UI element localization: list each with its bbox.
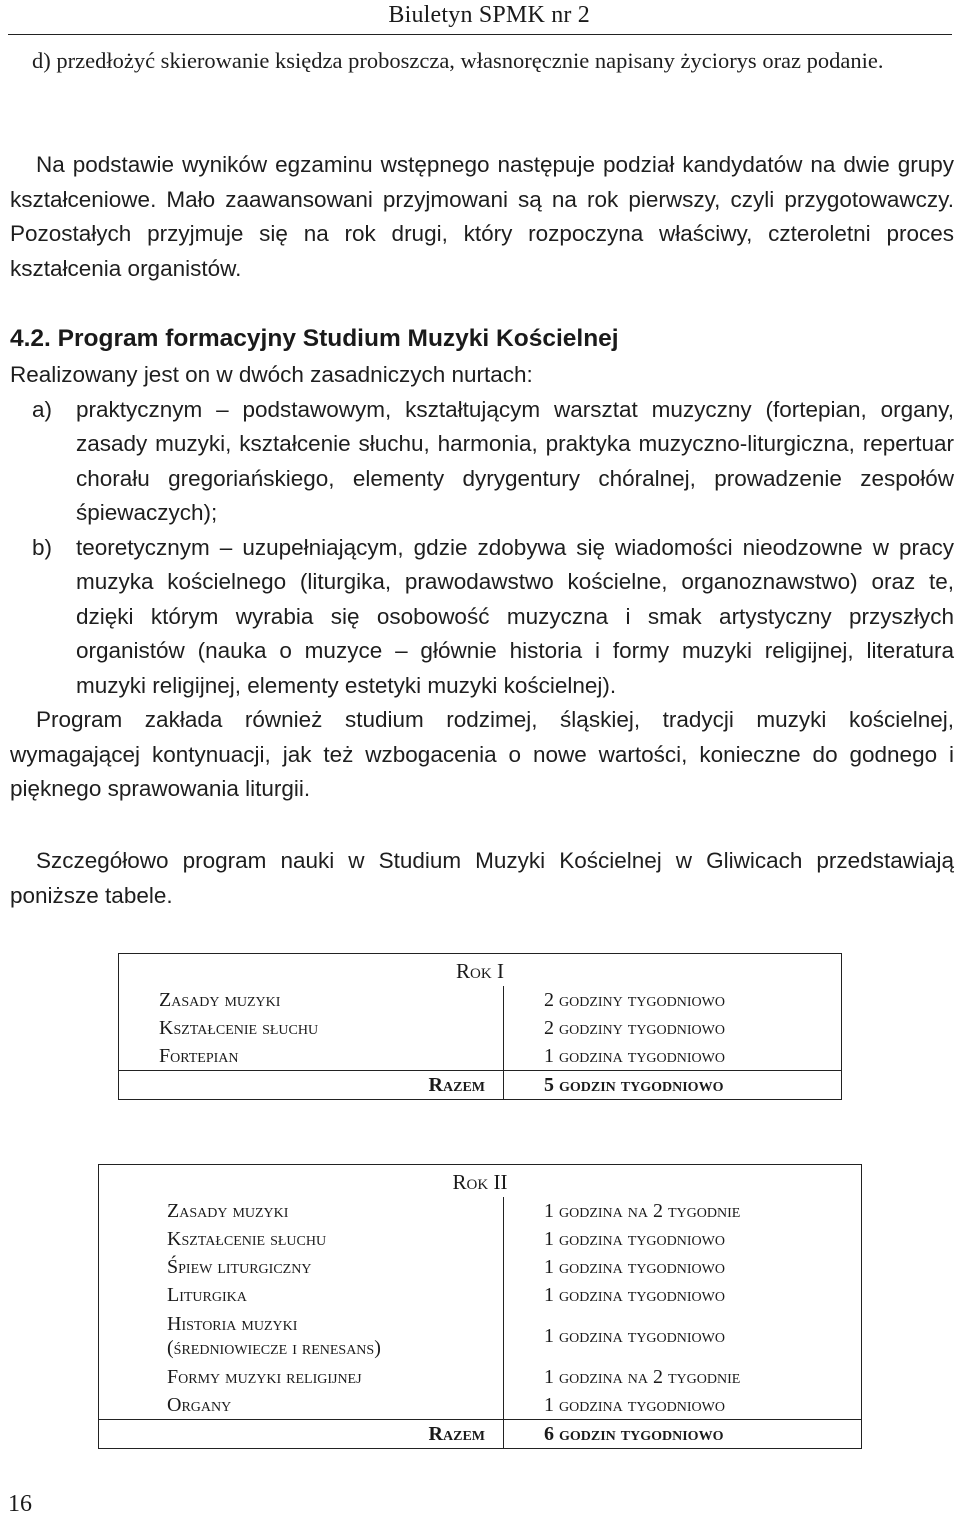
section-intro: Realizowany jest on w dwóch zasadniczych nurtach: [10, 362, 533, 387]
hours-cell: 1 godzina tygodniowo [544, 1228, 725, 1250]
total-row [99, 1420, 862, 1449]
hours-cell: 1 godzina tygodniowo [544, 1045, 725, 1067]
table-row [99, 1281, 862, 1309]
hours-cell: 1 godzina na 2 tygodnie [544, 1200, 741, 1222]
table-rok-1 [118, 953, 842, 1100]
subject-line: Historia muzyki [167, 1313, 298, 1335]
table-title: Rok II [452, 1170, 508, 1194]
nurty-list [10, 393, 954, 704]
total-value: 6 godzin tygodniowo [504, 1420, 862, 1449]
table-title: Rok I [456, 959, 504, 983]
subject-line: (średniowiecze i renesans) [167, 1337, 381, 1359]
subject-cell: Śpiew liturgiczny [99, 1253, 504, 1281]
list-item [10, 531, 954, 704]
list-marker: b) [32, 534, 53, 560]
table-row [99, 1225, 862, 1253]
hours-cell: 1 godzina tygodniowo [544, 1394, 725, 1416]
tables-intro: Szczegółowo program nauki w Studium Muzyki Kościelnej w Gliwicach przedstawiają poniższe tabele. [10, 848, 954, 908]
section-closing: Program zakłada również studium rodzimej, śląskiej, tradycji muzyki kościelnej, wymagającej kontynuacji, jak też wzbogacenia o nowe wartości, konieczne do godnego i pięknego sprawowania liturgii. [10, 707, 954, 801]
running-title: Biuletyn SPMK nr 2 [388, 2, 590, 28]
item-d-block [10, 44, 954, 79]
subject-cell: Zasady muzyki [119, 986, 504, 1014]
table-row [99, 1391, 862, 1420]
item-d: d) przedłożyć skierowanie księdza proboszcza, własnoręcznie napisany życiorys oraz podanie. [32, 48, 884, 73]
subject-cell: Formy muzyki religijnej [99, 1363, 504, 1391]
subject-cell: Kształcenie słuchu [119, 1014, 504, 1042]
table-row [99, 1363, 862, 1391]
list-marker: a) [32, 396, 53, 422]
table-rok-2 [98, 1164, 862, 1449]
list-item [10, 393, 954, 531]
hours-cell: 1 godzina na 2 tygodnie [544, 1366, 741, 1388]
list-text: praktycznym – podstawowym, kształtującym warsztat muzyczny (fortepian, organy, zasady muzyki, kształcenie słuchu, harmonia, praktyka muzyczno-liturgiczna, repertuar chorału gregoriańskiego, elementy dyrygentury chóralnej, prowadzenie zespołów śpiewaczych); [76, 396, 954, 525]
subject-cell: Fortepian [119, 1042, 504, 1071]
total-label: Razem [99, 1420, 504, 1449]
tables-intro-block [10, 844, 954, 913]
table-row [99, 1309, 862, 1363]
table-row [99, 1197, 862, 1225]
subject-cell: Zasady muzyki [99, 1197, 504, 1225]
table-title-row [119, 954, 842, 987]
hours-cell: 1 godzina tygodniowo [544, 1256, 725, 1278]
table-title-row [99, 1165, 862, 1198]
table-row [99, 1253, 862, 1281]
total-value: 5 godzin tygodniowo [504, 1071, 842, 1100]
hours-cell: 1 godzina tygodniowo [544, 1325, 725, 1347]
total-label: Razem [119, 1071, 504, 1100]
page-header [8, 0, 952, 35]
subject-cell: Kształcenie słuchu [99, 1225, 504, 1253]
total-row [119, 1071, 842, 1100]
subject-cell: Liturgika [99, 1281, 504, 1309]
table-row [119, 1042, 842, 1071]
subject-cell [99, 1309, 504, 1363]
section-heading: 4.2. Program formacyjny Studium Muzyki Kościelnej [10, 325, 619, 352]
hours-cell: 2 godziny tygodniowo [544, 1017, 725, 1039]
list-text: teoretycznym – uzupełniającym, gdzie zdobywa się wiadomości nieodzowne w pracy muzyka kościelnego (liturgika, prawodawstwo kościelne, organoznawstwo) oraz te, dzięki którym wyrabia się osobowość muzyczna i smak artystyczny przyszłych organistów (nauka o muzyce – głównie historia i formy muzyki religijnej, literatura muzyki religijnej, elementy estetyki muzyki kościelnej). [76, 534, 954, 698]
subject-cell: Organy [99, 1391, 504, 1420]
table-row [119, 986, 842, 1014]
hours-cell: 2 godziny tygodniowo [544, 989, 725, 1011]
hours-cell: 1 godzina tygodniowo [544, 1284, 725, 1306]
page-number: 16 [8, 1491, 32, 1517]
groups-paragraph-block [10, 148, 954, 286]
section-block [10, 322, 954, 807]
groups-paragraph: Na podstawie wyników egzaminu wstępnego następuje podział kandydatów na dwie grupy kształceniowe. Mało zaawansowani przyjmowani są na rok pierwszy, czyli przygotowawczy. Pozostałych przyjmuje się na rok drugi, który rozpoczyna właściwy, czteroletni proces kształcenia organistów. [10, 152, 954, 281]
table-row [119, 1014, 842, 1042]
